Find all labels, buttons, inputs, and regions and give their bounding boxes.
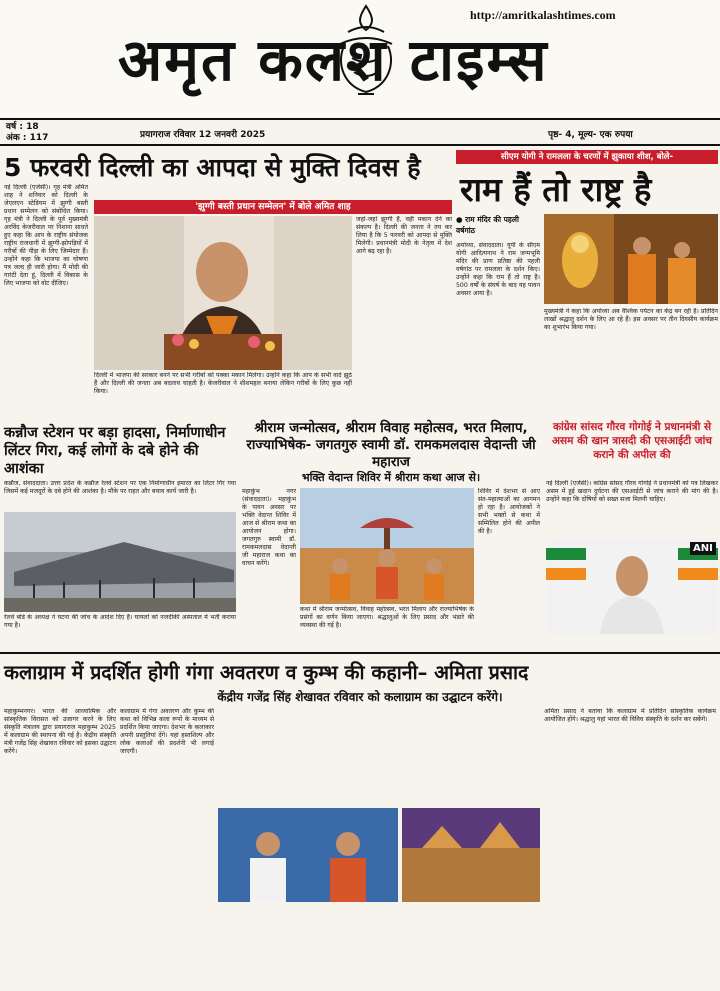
issue-info-bar [0, 118, 720, 146]
accident-body-col2 [4, 614, 236, 648]
accident-body-text: कन्नौज, संवाददाता। उत्तर प्रदेश के कन्नौज रेलवे स्टेशन पर एक निर्माणाधीन इमारत का लिंटर गिर गया जिसमें कई मजदूरों के दबे होने की आशंका है। मौके पर राहत और बचाव कार्य जारी है। [4, 480, 236, 495]
kalagram-body-text-3: अमिता प्रसाद ने बताया कि कलाग्राम में प्रतिदिन सांस्कृतिक कार्यक्रम आयोजित होंगे। श्रद्धालु यहां भारत की विविध संस्कृति के दर्शन कर सकेंगे। [544, 708, 716, 723]
issue-year-issue [6, 122, 48, 144]
section-divider [0, 652, 720, 654]
kalagram-photo-1 [218, 808, 398, 902]
kalagram-subhead: केंद्रीय गजेंद्र सिंह शेखावत रविवार को कलाग्राम का उद्घाटन करेंगे। [217, 690, 503, 704]
kumbh-body-text-3: शिविर में देशभर से आए संत-महात्माओं का आगमन हो रहा है। आयोजकों ने सभी भक्तों से कथा में सम्मिलित होने की अपील की है। [478, 488, 540, 535]
masthead [0, 0, 720, 118]
ram-tag: ● राम मंदिर की पहली वर्षगांठ [456, 215, 519, 235]
ram-headline-top: सीएम योगी ने रामलला के चरणों में झुकाया शीश, बोले- [456, 150, 718, 164]
lead-body-text: नई दिल्ली (एजेंसी)। गृह मंत्री अमित शाह ने शनिवार को दिल्ली के जेएलएन स्टेडियम में झुग्गी बस्ती प्रधान सम्मेलन को संबोधित किया। गृह मंत्री ने दिल्ली के पूर्व मुख्यमंत्री अरविंद केजरीवाल पर निशाना साधते हुए कहा कि आप के राष्ट्रीय संयोजक राष्ट्रीय राजधानी में झुग्गी-झोपड़ियों में गरीबों की पीड़ा के लिए जिम्मेदार हैं। उन्होंने कहा कि भाजपा का घोषणा पत्र जल्द ही जारी होगा। मैं मोदी की गारंटी देता हूं, दिल्ली में विकास के लिए भाजपा को वोट दीजिए। [4, 184, 88, 287]
accident-body-text-2: रेलवे बोर्ड के अध्यक्ष ने घटना की जांच के आदेश दिए हैं। घायलों को नजदीकी अस्पताल में भर्ती कराया गया है। [4, 614, 236, 629]
lead-body-col1 [4, 184, 88, 420]
ram-body-col1 [456, 242, 540, 414]
kalagram-body-col2 [120, 708, 214, 986]
amit-shah-photo [94, 216, 352, 370]
ram-tag-label: राम मंदिर की पहली वर्षगांठ [456, 215, 519, 235]
congress-headline[interactable]: कांग्रेस सांसद गौरव गोगोई ने प्रधानमंत्री से असम की खान त्रासदी की एसआईटी जांच कराने की अपील की [552, 421, 712, 461]
ram-body-text-2: मुख्यमंत्री ने कहा कि अयोध्या अब वैश्विक पर्यटन का केंद्र बन रही है। प्रतिदिन लाखों श्रद्धालु दर्शन के लिए आ रहे हैं। इस अवसर पर तीन दिवसीय कार्यक्रम का शुभारंभ किया गया। [544, 308, 718, 331]
lead-photo [94, 216, 352, 370]
kumbh-headline[interactable]: श्रीराम जन्मोत्सव, श्रीराम विवाह महोत्सव, भरत मिलाप, राज्याभिषेक- जगतगुरु स्वामी डॉ. रामकमलदास वेदान्ती जी महाराज [246, 420, 536, 470]
kumbh-body-text-2: कथा में श्रीराम जन्मोत्सव, विवाह महोत्सव, भरत मिलाप और राज्याभिषेक के प्रसंगों का वर्णन किया जाएगा। श्रद्धालुओं के लिए प्रसाद और भंडारे की व्यवस्था की गई है। [300, 606, 474, 629]
lead-body-col3 [356, 216, 452, 420]
saints-gathering-photo [300, 488, 474, 604]
accident-body-col1 [4, 480, 236, 510]
issue-number: अंक : 117 [6, 133, 49, 143]
kumbh-photo [300, 488, 474, 604]
lead-subhead: 'झुग्गी बस्ती प्रधान सम्मेलन' में बोले अमित शाह [94, 200, 452, 214]
kalagram-photo-2 [402, 808, 540, 902]
lead-headline[interactable]: 5 फरवरी दिल्ली का आपदा से मुक्ति दिवस है [4, 153, 421, 182]
kumbh-body-col1 [242, 488, 296, 648]
kalagram-headline[interactable]: कलाग्राम में प्रदर्शित होगी गंगा अवतरण व कुम्भ की कहानी– अमिता प्रसाद [4, 661, 529, 684]
kalagram-body-col3 [544, 708, 716, 986]
ram-temple-photo [544, 214, 718, 304]
accident-photo [4, 512, 236, 612]
issue-year: वर्ष : 18 [6, 122, 39, 132]
site-url[interactable]: http://amritkalashtimes.com [470, 8, 616, 22]
ram-body-text: अयोध्या, संवाददाता। यूपी के सीएम योगी आदित्यनाथ ने राम जन्मभूमि मंदिर की प्राण प्रतिष्ठा की पहली वर्षगांठ पर रामलला के दर्शन किए। उन्होंने कहा कि राम हैं तो राष्ट्र है। 500 वर्षों के संघर्ष के बाद यह पावन अवसर आया है। [456, 242, 540, 297]
congress-body-text: नई दिल्ली (एजेंसी)। कांग्रेस सांसद गौरव गोगोई ने प्रधानमंत्री को पत्र लिखकर असम में हुई खदान दुर्घटना की एसआईटी से जांच कराने की मांग की है। उन्होंने कहा कि दोषियों को सख्त सजा मिलनी चाहिए। [546, 480, 718, 503]
kumbh-subhead: भक्ति वेदान्त शिविर में श्रीराम कथा आज से। [301, 471, 481, 484]
kumbh-body-text: महाकुंभ नगर (संवाददाता)। महाकुंभ के पावन अवसर पर भक्ति वेदान्त शिविर में आज से श्रीराम कथा का आयोजन होगा। जगतगुरु स्वामी डॉ. रामकमलदास वेदान्ती जी महाराज कथा का वाचन करेंगे। [242, 488, 296, 567]
ram-photo [544, 214, 718, 304]
lead-body-text-3: जहां-जहां झुग्गी हैं, वहीं मकान देने का संकल्प है। दिल्ली की जनता ने तय कर लिया है कि 5 फरवरी को आपदा से मुक्ति मिलेगी। प्रधानमंत्री मोदी के नेतृत्व में देश आगे बढ़ रहा है। [356, 216, 452, 255]
price-pages: पृष्ठ- 4, मूल्य- एक रुपया [548, 130, 633, 140]
press-conference-photo [218, 808, 398, 902]
kalagram-venue-photo [402, 808, 540, 902]
ram-headline[interactable]: राम हैं तो राष्ट्र है [460, 170, 652, 209]
place-date: प्रयागराज रविवार 12 जनवरी 2025 [140, 130, 266, 140]
ram-body-col2 [544, 308, 718, 416]
kalagram-body-col1 [4, 708, 116, 986]
lead-body-text-2: दिल्ली में भाजपा की सरकार बनने पर सभी गरीबों को पक्का मकान मिलेगा। उन्होंने कहा कि आप के सभी वादे झूठे हैं और दिल्ली की जनता अब बदलाव चाहती है। केजरीवाल ने शीशमहल बनाया लेकिन गरीबों के लिए कुछ नहीं किया। [94, 372, 352, 395]
kalagram-body-text-2: कलाग्राम में गंगा अवतरण और कुम्भ की कथा को विभिन्न कला रूपों के माध्यम से प्रदर्शित किया जाएगा। देशभर के कलाकार अपनी प्रस्तुतियां देंगे। यहां हस्तशिल्प और लोक कलाओं की प्रदर्शनी भी लगाई जाएगी। [120, 708, 214, 755]
lead-body-col2 [94, 372, 352, 420]
accident-headline[interactable]: कन्नौज स्टेशन पर बड़ा हादसा, निर्माणाधीन लिंटर गिरा, कई लोगों के दबे होने की आशंका [4, 425, 226, 477]
ani-watermark: ANI [690, 542, 716, 555]
kumbh-body-col3 [478, 488, 540, 648]
kalagram-body-text: महाकुम्भनगर। भारत की आध्यात्मिक और सांस्कृतिक विरासत को उजागर करने के लिए संस्कृति मंत्रालय द्वारा प्रयागराज महाकुम्भ 2025 में कलाग्राम की स्थापना की गई है। केंद्रीय संस्कृति मंत्री गजेंद्र सिंह शेखावत रविवार को इसका उद्घाटन करेंगे। [4, 708, 116, 755]
kumbh-body-col2 [300, 606, 474, 648]
newspaper-title: अमृत कलश टाइम्स [118, 26, 549, 94]
collapsed-lintel-photo [4, 512, 236, 612]
congress-body [546, 480, 718, 534]
